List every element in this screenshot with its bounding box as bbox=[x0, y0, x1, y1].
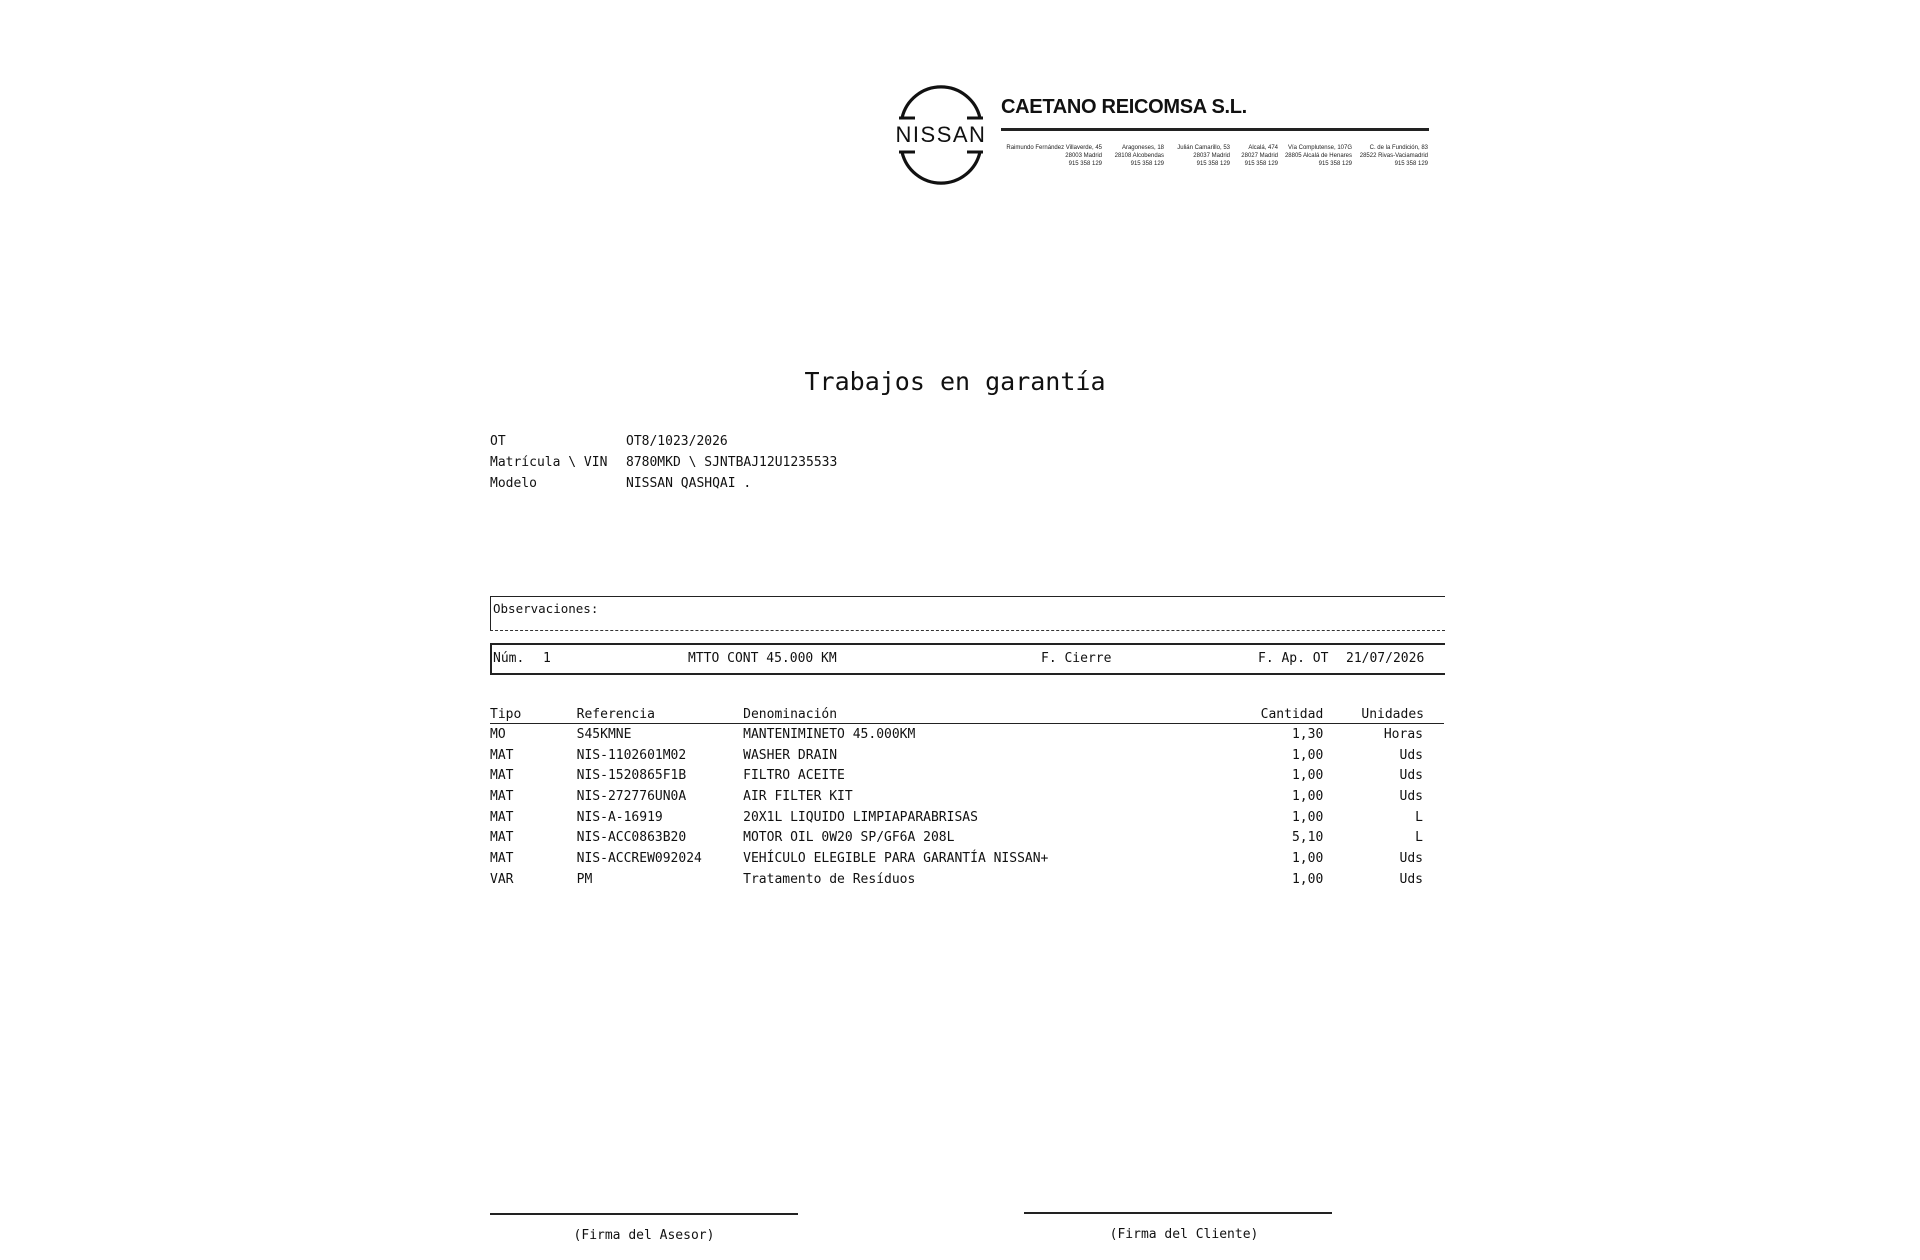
items-table bbox=[490, 703, 1444, 890]
cell-unidades: L bbox=[1415, 830, 1423, 846]
table-row bbox=[490, 745, 1444, 766]
cell-referencia: NIS-272776UN0A bbox=[576, 788, 687, 804]
cell-unidades: Uds bbox=[1399, 768, 1423, 784]
table-row bbox=[490, 869, 1444, 890]
cell-denominacion: VEHÍCULO ELEGIBLE PARA GARANTÍA NISSAN+ bbox=[743, 850, 1049, 866]
cell-cantidad: 5,10 bbox=[1291, 830, 1324, 846]
info-label: OT bbox=[490, 434, 506, 449]
cell-referencia: PM bbox=[576, 871, 593, 887]
cell-referencia: NIS-ACC0863B20 bbox=[576, 830, 687, 846]
cell-cantidad: 1,00 bbox=[1291, 871, 1324, 887]
col-header-unidades: Unidades bbox=[1323, 703, 1444, 724]
cell-unidades: Horas bbox=[1383, 726, 1423, 742]
col-header-referencia: Referencia bbox=[577, 703, 744, 724]
cell-cantidad: 1,00 bbox=[1291, 809, 1324, 825]
signature-label-cliente: (Firma del Cliente) bbox=[1109, 1227, 1259, 1242]
table-row bbox=[490, 786, 1444, 807]
cell-denominacion: FILTRO ACEITE bbox=[743, 768, 845, 784]
address-street: Alcalá, 474 bbox=[1248, 145, 1278, 151]
cell-denominacion: AIR FILTER KIT bbox=[743, 788, 853, 804]
company-name: CAETANO REICOMSA S.L. bbox=[1001, 96, 1247, 118]
f-cierre-label: F. Cierre bbox=[1041, 651, 1112, 666]
cell-tipo: MAT bbox=[490, 850, 514, 866]
order-num-value: 1 bbox=[543, 651, 551, 666]
info-label: Modelo bbox=[490, 476, 537, 491]
order-description: MTTO CONT 45.000 KM bbox=[688, 651, 837, 666]
cell-tipo: MAT bbox=[490, 788, 514, 804]
f-ap-value: 21/07/2026 bbox=[1346, 651, 1425, 666]
address-street: Raimundo Fernández Villaverde, 45 bbox=[1006, 145, 1102, 151]
col-header-tipo: Tipo bbox=[490, 703, 577, 724]
items-header-row bbox=[490, 703, 1444, 724]
cell-referencia: S45KMNE bbox=[576, 726, 632, 742]
cell-unidades: Uds bbox=[1399, 850, 1423, 866]
cell-tipo: MAT bbox=[490, 747, 514, 763]
address-phone: 915 358 129 bbox=[1394, 161, 1428, 167]
f-ap-label: F. Ap. OT bbox=[1258, 651, 1329, 666]
table-row bbox=[490, 724, 1444, 745]
cell-tipo: MAT bbox=[490, 809, 514, 825]
cell-unidades: Uds bbox=[1399, 871, 1423, 887]
cell-unidades: L bbox=[1415, 809, 1423, 825]
info-row bbox=[0, 473, 1920, 494]
order-bottom-border bbox=[490, 673, 1445, 675]
address-phone: 915 358 129 bbox=[1244, 161, 1278, 167]
info-row bbox=[0, 431, 1920, 452]
cell-denominacion: Tratamento de Resíduos bbox=[743, 871, 916, 887]
address-block bbox=[1000, 144, 1102, 168]
col-header-denominacion: Denominación bbox=[743, 703, 1241, 724]
vehicle-info bbox=[0, 431, 1920, 501]
cell-denominacion: WASHER DRAIN bbox=[743, 747, 838, 763]
observaciones-top-border bbox=[490, 596, 1445, 597]
address-block bbox=[1166, 144, 1230, 168]
address-street: C. de la Fundición, 83 bbox=[1369, 145, 1428, 151]
logo-brand-text: NISSAN bbox=[895, 122, 987, 147]
address-city: 28027 Madrid bbox=[1241, 153, 1278, 159]
info-label: Matrícula \ VIN bbox=[490, 455, 608, 470]
cell-denominacion: 20X1L LIQUIDO LIMPIAPARABRISAS bbox=[743, 809, 978, 825]
address-street: Vía Complutense, 107G bbox=[1287, 145, 1352, 151]
address-city: 28805 Alcalá de Henares bbox=[1284, 153, 1352, 159]
table-row bbox=[490, 807, 1444, 828]
address-city: 28108 Alcobendas bbox=[1114, 153, 1164, 159]
order-top-border bbox=[490, 643, 1445, 645]
cell-denominacion: MOTOR OIL 0W20 SP/GF6A 208L bbox=[743, 830, 955, 846]
cell-unidades: Uds bbox=[1399, 747, 1423, 763]
cell-referencia: NIS-ACCREW092024 bbox=[576, 850, 702, 866]
info-value: 8780MKD \ SJNTBAJ12U1235533 bbox=[626, 455, 838, 470]
company-rule bbox=[1001, 128, 1429, 131]
cell-referencia: NIS-1520865F1B bbox=[576, 768, 687, 784]
address-phone: 915 358 129 bbox=[1130, 161, 1164, 167]
cell-tipo: MAT bbox=[490, 768, 514, 784]
document-title: Trabajos en garantía bbox=[804, 367, 1106, 396]
cell-cantidad: 1,00 bbox=[1291, 788, 1324, 804]
cell-cantidad: 1,00 bbox=[1291, 768, 1324, 784]
cell-cantidad: 1,30 bbox=[1291, 726, 1324, 742]
cell-denominacion: MANTENIMINETO 45.000KM bbox=[743, 726, 916, 742]
address-city: 28003 Madrid bbox=[1065, 153, 1102, 159]
address-street: Aragoneses, 18 bbox=[1121, 145, 1164, 151]
table-row bbox=[490, 765, 1444, 786]
nissan-logo bbox=[888, 78, 994, 192]
info-value: OT8/1023/2026 bbox=[626, 434, 728, 449]
address-city: 28522 Rivas-Vaciamadrid bbox=[1359, 153, 1428, 159]
signature-line-asesor bbox=[490, 1213, 798, 1215]
observaciones-bottom-border bbox=[490, 630, 1445, 631]
cell-referencia: NIS-1102601M02 bbox=[576, 747, 687, 763]
cell-tipo: MO bbox=[490, 726, 506, 742]
address-phone: 915 358 129 bbox=[1196, 161, 1230, 167]
col-header-cantidad: Cantidad bbox=[1241, 703, 1323, 724]
signature-label-asesor: (Firma del Asesor) bbox=[573, 1228, 715, 1243]
info-row bbox=[0, 452, 1920, 473]
address-block bbox=[1234, 144, 1278, 168]
observaciones-label: Observaciones: bbox=[493, 601, 599, 616]
address-city: 28037 Madrid bbox=[1193, 153, 1230, 159]
cell-referencia: NIS-A-16919 bbox=[576, 809, 663, 825]
cell-cantidad: 1,00 bbox=[1291, 747, 1324, 763]
cell-tipo: MAT bbox=[490, 830, 514, 846]
address-phone: 915 358 129 bbox=[1318, 161, 1352, 167]
info-value: NISSAN QASHQAI . bbox=[626, 476, 752, 491]
address-street: Julián Camarillo, 53 bbox=[1177, 145, 1230, 151]
signature-line-cliente bbox=[1024, 1212, 1332, 1214]
cell-cantidad: 1,00 bbox=[1291, 850, 1324, 866]
order-num-label: Núm. bbox=[493, 651, 525, 666]
address-block bbox=[1104, 144, 1164, 168]
cell-tipo: VAR bbox=[490, 871, 514, 887]
address-phone: 915 358 129 bbox=[1068, 161, 1102, 167]
table-row bbox=[490, 848, 1444, 869]
cell-unidades: Uds bbox=[1399, 788, 1423, 804]
observaciones-left-border bbox=[490, 596, 491, 630]
order-left-border bbox=[490, 643, 492, 674]
table-row bbox=[490, 827, 1444, 848]
address-block bbox=[1280, 144, 1352, 168]
address-block bbox=[1356, 144, 1428, 168]
